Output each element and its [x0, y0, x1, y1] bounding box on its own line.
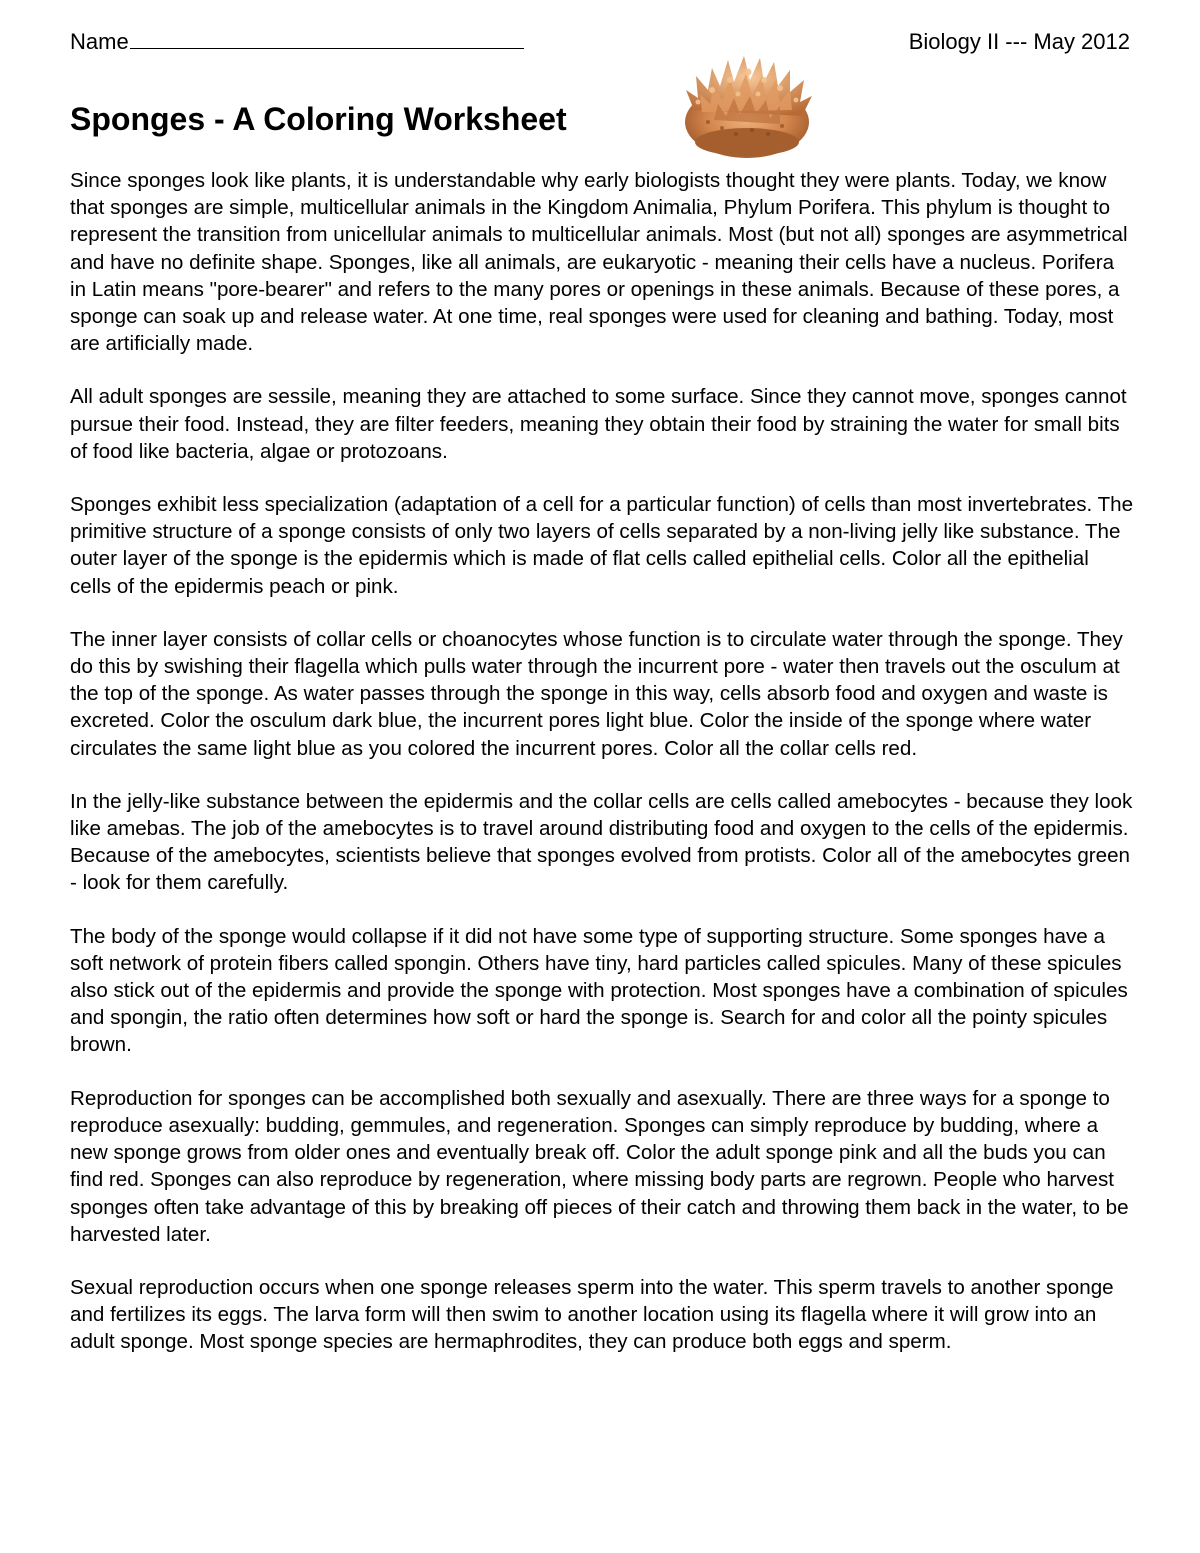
name-blank-line — [130, 26, 524, 49]
paragraph-epidermis: Sponges exhibit less specialization (adaptation of a cell for a particular function) of cells than most invertebrates. The primitive structure of a sponge consists of only two layers of cells separated by a non-living jelly like substance. The outer layer of the sponge is the epidermis which is made of flat cells called epithelial cells. Color all the epithelial cells of the epidermis peach or pink. — [70, 493, 1134, 598]
paragraph-introduction: Since sponges look like plants, it is understandable why early biologists thought they were plants. Today, we know that sponges are simple, multicellular animals in the Kingdom Animalia, Phylum Porifera. This phylum is thought to represent the transition from unicellular animals to multicellular animals. Most (but not all) sponges are asymmetrical and have no definite shape. Sponges, like all animals, are eukaryotic - meaning their cells have a nucleus. Porifera in Latin means "pore-bearer" and refers to the many pores or openings in these animals. Because of these pores, a sponge can soak up and release water. At one time, real sponges were used for cleaning and bathing. Today, most are artificially made. — [70, 169, 1128, 356]
paragraph-asexual-reproduction: Reproduction for sponges can be accomplished both sexually and asexually. There are three ways for a sponge to reproduce asexually: budding, gemmules, and regeneration. Sponges can simply reproduce by budding, where a new sponge grows from older ones and eventually break off. Color the adult sponge pink and all the buds you can find red. Sponges can also reproduce by regeneration, where missing body parts are regrown. People who harvest sponges often take advantage of this by breaking off pieces of their catch and throwing them back in the water, to be harvested later. — [70, 1086, 1129, 1246]
name-field — [70, 26, 524, 58]
worksheet-body — [70, 167, 1135, 1382]
name-label: Name — [70, 29, 129, 54]
sponge-photo — [672, 50, 822, 162]
paragraph-collar-cells: The inner layer consists of collar cells or choanocytes whose function is to circulate water through the sponge. They do this by swishing their flagella which pulls water through the incurrent pore - water then travels out the osculum at the top of the sponge. As water passes through the sponge in this way, cells absorb food and oxygen and waste is excreted. Color the osculum dark blue, the incurrent pores light blue. Color the inside of the sponge where water circulates the same light blue as you colored the incurrent pores. Color all the collar cells red. — [70, 627, 1123, 760]
paragraph-amebocytes: In the jelly-like substance between the epidermis and the collar cells are cells called amebocytes - because they look like amebas. The job of the amebocytes is to travel around distributing food and oxygen to the cells of the epidermis. Because of the amebocytes, scientists believe that sponges evolved from protists. Color all of the amebocytes green - look for them carefully. — [70, 789, 1133, 895]
worksheet-header — [70, 26, 1130, 58]
course-date: Biology II --- May 2012 — [908, 29, 1130, 54]
paragraph-sexual-reproduction: Sexual reproduction occurs when one sponge releases sperm into the water. This sperm travels to another sponge and fertilizes its eggs. The larva form will then swim to another location using its flagella where it will grow into an adult sponge. Most sponge species are hermaphrodites, they can produce both eggs and sperm. — [70, 1275, 1114, 1354]
paragraph-spicules: The body of the sponge would collapse if it did not have some type of supporting structure. Some sponges have a soft network of protein fibers called spongin. Others have tiny, hard particles called spicules. Many of these spicules also stick out of the epidermis and provide the sponge with protection. Most sponges have a combination of spicules and spongin, the ratio often determines how soft or hard the sponge is. Search for and color all the pointy spicules brown. — [70, 924, 1128, 1057]
paragraph-sessile-feeding: All adult sponges are sessile, meaning they are attached to some surface. Since they cannot move, sponges cannot pursue their food. Instead, they are filter feeders, meaning they obtain their food by straining the water for small bits of food like bacteria, algae or protozoans. — [70, 385, 1127, 463]
page-title: Sponges - A Coloring Worksheet — [70, 101, 567, 137]
